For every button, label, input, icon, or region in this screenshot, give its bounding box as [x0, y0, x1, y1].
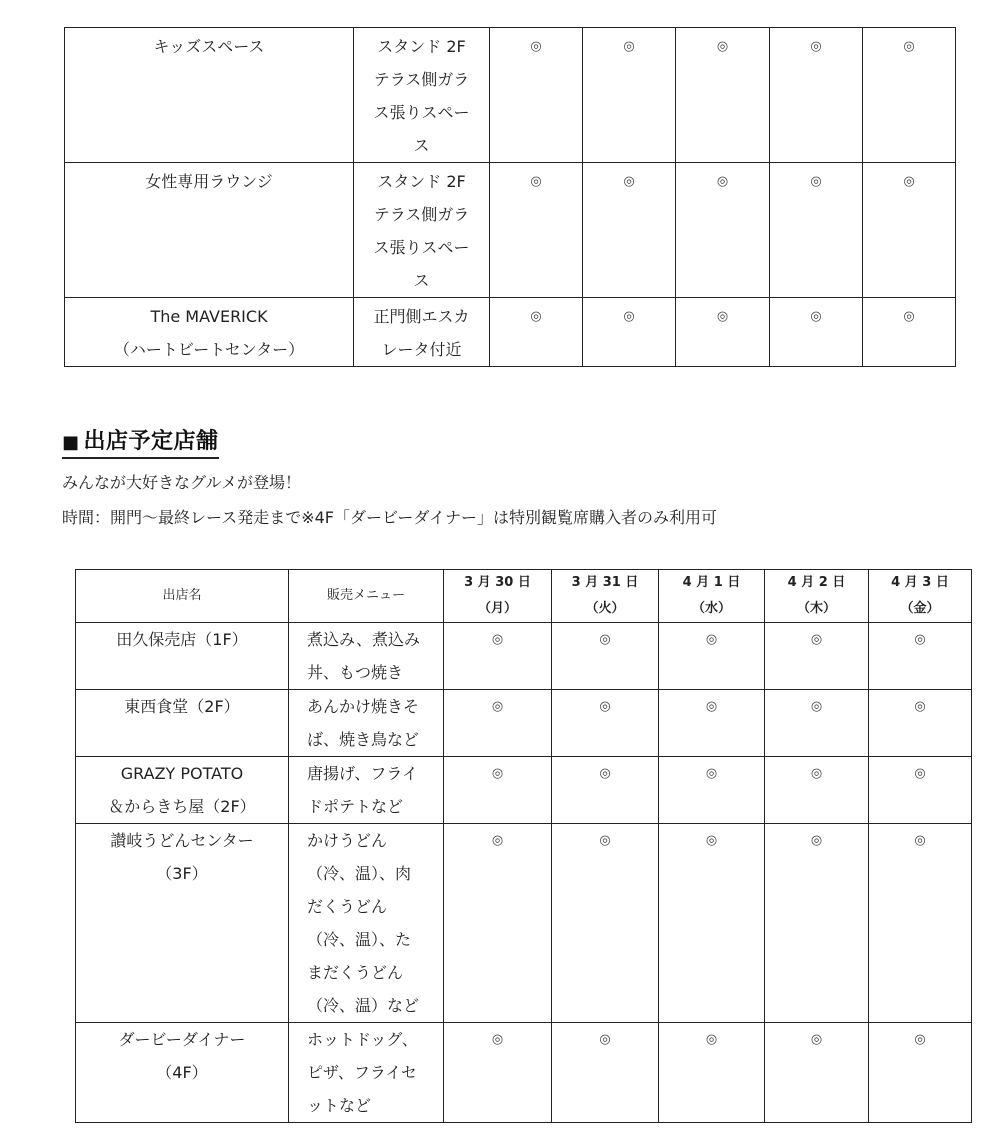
- availability-mark: ◎: [765, 757, 869, 824]
- header-shop-name: 出店名: [76, 570, 289, 623]
- availability-mark: ◎: [659, 757, 765, 824]
- shop-menu-line: ピザ、フライセ: [307, 1063, 417, 1082]
- availability-mark: ◎: [659, 1023, 765, 1123]
- availability-mark: ◎: [676, 298, 770, 367]
- shop-row: [76, 824, 972, 1023]
- facility-table: [64, 27, 956, 367]
- availability-mark: ◎: [444, 757, 552, 824]
- availability-mark: ◎: [444, 623, 552, 690]
- availability-mark: ◎: [863, 28, 956, 163]
- availability-mark: ◎: [676, 163, 770, 298]
- availability-mark: ◎: [552, 623, 659, 690]
- time-note: 時間：開門～最終レース発走まで※4F「ダービーダイナー」は特別観覧席購入者のみ利用可: [62, 508, 718, 527]
- shop-name-line: ＆からきち屋（2F）: [108, 797, 256, 816]
- shop-menu: [289, 1023, 444, 1123]
- availability-mark: ◎: [583, 163, 676, 298]
- shop-menu-line: あんかけ焼きそ: [307, 697, 420, 716]
- facility-name-line: 女性専用ラウンジ: [145, 172, 273, 191]
- facility-location-line: スタンド 2F: [377, 172, 466, 191]
- shop-menu-line: 唐揚げ、フライ: [307, 764, 418, 783]
- availability-mark: ◎: [869, 824, 972, 1023]
- facility-row: [65, 298, 956, 367]
- shop-name-line: （3F）: [156, 864, 208, 883]
- availability-mark: ◎: [444, 690, 552, 757]
- availability-mark: ◎: [863, 298, 956, 367]
- section-title: [62, 424, 219, 459]
- facility-location-line: テラス側ガラ: [373, 70, 470, 89]
- square-bullet-icon: ■: [62, 432, 80, 453]
- availability-mark: ◎: [552, 757, 659, 824]
- shop-name: [76, 690, 289, 757]
- availability-mark: ◎: [765, 824, 869, 1023]
- facility-location: [354, 163, 490, 298]
- availability-mark: ◎: [770, 298, 863, 367]
- shop-name-line: 田久保売店（1F）: [116, 630, 248, 649]
- shop-menu-line: （冷、温）、肉: [307, 864, 412, 883]
- availability-mark: ◎: [869, 690, 972, 757]
- availability-mark: ◎: [444, 1023, 552, 1123]
- shop-name-line: GRAZY POTATO: [120, 764, 244, 783]
- facility-location-line: ス張りスペー: [373, 238, 470, 257]
- facility-row: [65, 28, 956, 163]
- facility-location-line: テラス側ガラ: [373, 205, 470, 224]
- facility-name-line: キッズスペース: [153, 37, 265, 56]
- availability-mark: ◎: [552, 690, 659, 757]
- header-date: 3 月 31 日 （火）: [552, 570, 659, 623]
- availability-mark: ◎: [552, 824, 659, 1023]
- shop-menu-line: ットなど: [307, 1096, 372, 1115]
- availability-mark: ◎: [869, 757, 972, 824]
- header-date: 4 月 3 日 （金）: [869, 570, 972, 623]
- availability-mark: ◎: [490, 163, 583, 298]
- facility-location-line: ス: [413, 136, 430, 155]
- shop-menu: [289, 757, 444, 824]
- header-date: 4 月 1 日 （水）: [659, 570, 765, 623]
- availability-mark: ◎: [583, 298, 676, 367]
- facility-location-line: ス: [413, 271, 430, 290]
- availability-mark: ◎: [863, 163, 956, 298]
- facility-location-line: 正門側エスカ: [373, 307, 470, 326]
- availability-mark: ◎: [444, 824, 552, 1023]
- shop-name-line: 讃岐うどんセンター: [110, 831, 254, 850]
- facility-name-line: The MAVERICK: [150, 307, 268, 326]
- shop-menu-line: （冷、温）、た: [307, 930, 412, 949]
- availability-mark: ◎: [490, 28, 583, 163]
- shop-menu-line: だくうどん: [307, 897, 388, 916]
- header-date: 4 月 2 日 （木）: [765, 570, 869, 623]
- shop-menu: [289, 824, 444, 1023]
- availability-mark: ◎: [869, 623, 972, 690]
- shop-menu: [289, 623, 444, 690]
- availability-mark: ◎: [552, 1023, 659, 1123]
- shop-name: [76, 757, 289, 824]
- facility-location: [354, 298, 490, 367]
- facility-location-line: レータ付近: [381, 340, 462, 359]
- shop-menu-line: まだくうどん: [307, 963, 404, 982]
- facility-row: [65, 163, 956, 298]
- availability-mark: ◎: [770, 163, 863, 298]
- availability-mark: ◎: [765, 690, 869, 757]
- availability-mark: ◎: [770, 28, 863, 163]
- availability-mark: ◎: [765, 1023, 869, 1123]
- availability-mark: ◎: [659, 623, 765, 690]
- facility-name: [65, 298, 354, 367]
- shop-menu-line: 煮込み、煮込み: [307, 630, 420, 649]
- availability-mark: ◎: [676, 28, 770, 163]
- shop-menu: [289, 690, 444, 757]
- facility-location: [354, 28, 490, 163]
- header-menu: 販売メニュー: [289, 570, 444, 623]
- shop-menu-line: ば、焼き鳥など: [307, 730, 420, 749]
- facility-name: [65, 163, 354, 298]
- shop-menu-line: ドポテトなど: [307, 797, 404, 816]
- header-date: 3 月 30 日 （月）: [444, 570, 552, 623]
- section-description: みんなが大好きなグルメが登場！: [62, 473, 302, 492]
- shop-name-line: （4F）: [156, 1063, 208, 1082]
- shop-table: [75, 569, 972, 1123]
- shop-row: [76, 757, 972, 824]
- availability-mark: ◎: [869, 1023, 972, 1123]
- shop-name: [76, 623, 289, 690]
- shop-name: [76, 824, 289, 1023]
- shop-table-header: [76, 570, 972, 623]
- shop-name-line: 東西食堂（2F）: [124, 697, 240, 716]
- section-title-text: 出店予定店舗: [83, 429, 219, 454]
- availability-mark: ◎: [765, 623, 869, 690]
- shop-row: [76, 623, 972, 690]
- shop-menu-line: ホットドッグ、: [307, 1030, 418, 1049]
- availability-mark: ◎: [490, 298, 583, 367]
- shop-menu-line: （冷、温）など: [307, 996, 420, 1015]
- shop-name-line: ダービーダイナー: [118, 1030, 246, 1049]
- availability-mark: ◎: [583, 28, 676, 163]
- facility-location-line: スタンド 2F: [377, 37, 466, 56]
- facility-name-line: （ハートビートセンター）: [113, 340, 305, 359]
- availability-mark: ◎: [659, 690, 765, 757]
- shop-row: [76, 1023, 972, 1123]
- facility-name: [65, 28, 354, 163]
- shop-menu-line: 丼、もつ焼き: [307, 663, 404, 682]
- shop-name: [76, 1023, 289, 1123]
- availability-mark: ◎: [659, 824, 765, 1023]
- shop-menu-line: かけうどん: [307, 831, 388, 850]
- facility-location-line: ス張りスペー: [373, 103, 470, 122]
- shop-row: [76, 690, 972, 757]
